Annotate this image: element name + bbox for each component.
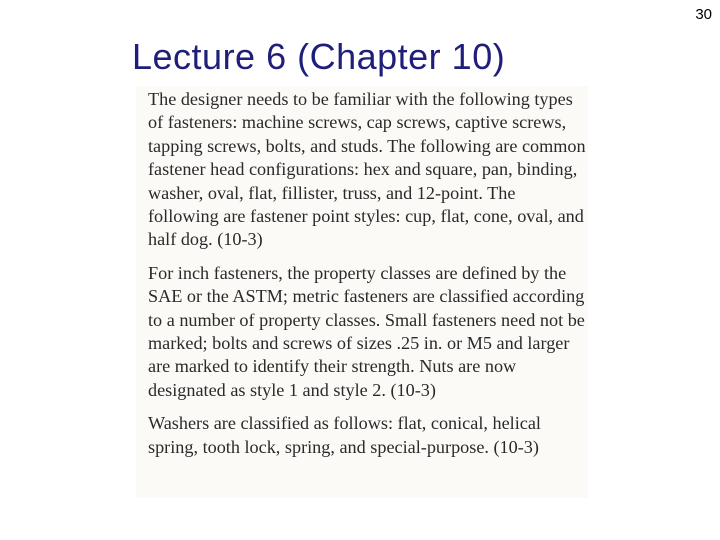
paragraph-property-classes: For inch fasteners, the property classes are defined by the SAE or the ASTM; metric fasteners are classified according to a number of property classes. Small fasteners need not be marked; bolts and screws of sizes .25 in. or M5 and larger are marked to identify their strength. Nuts are now designated as style 1 and style 2. (10-3)	[148, 262, 585, 400]
page-number: 30	[695, 6, 712, 23]
paragraph-fastener-types: The designer needs to be familiar with the following types of fasteners: machine screws, cap screws, captive screws, tapping screws, bolts, and studs. The following are common fastener head configurations: hex and square, pan, binding, washer, oval, flat, fillister, truss, and 12-point. The following are fastener point styles: cup, flat, cone, oval, and half dog. (10-3)	[148, 89, 586, 250]
scanned-text-image	[136, 86, 588, 498]
paragraph-washers: Washers are classified as follows: flat, conical, helical spring, tooth lock, spring, and special-purpose. (10-3)	[148, 413, 541, 457]
slide-title: Lecture 6 (Chapter 10)	[132, 36, 506, 77]
